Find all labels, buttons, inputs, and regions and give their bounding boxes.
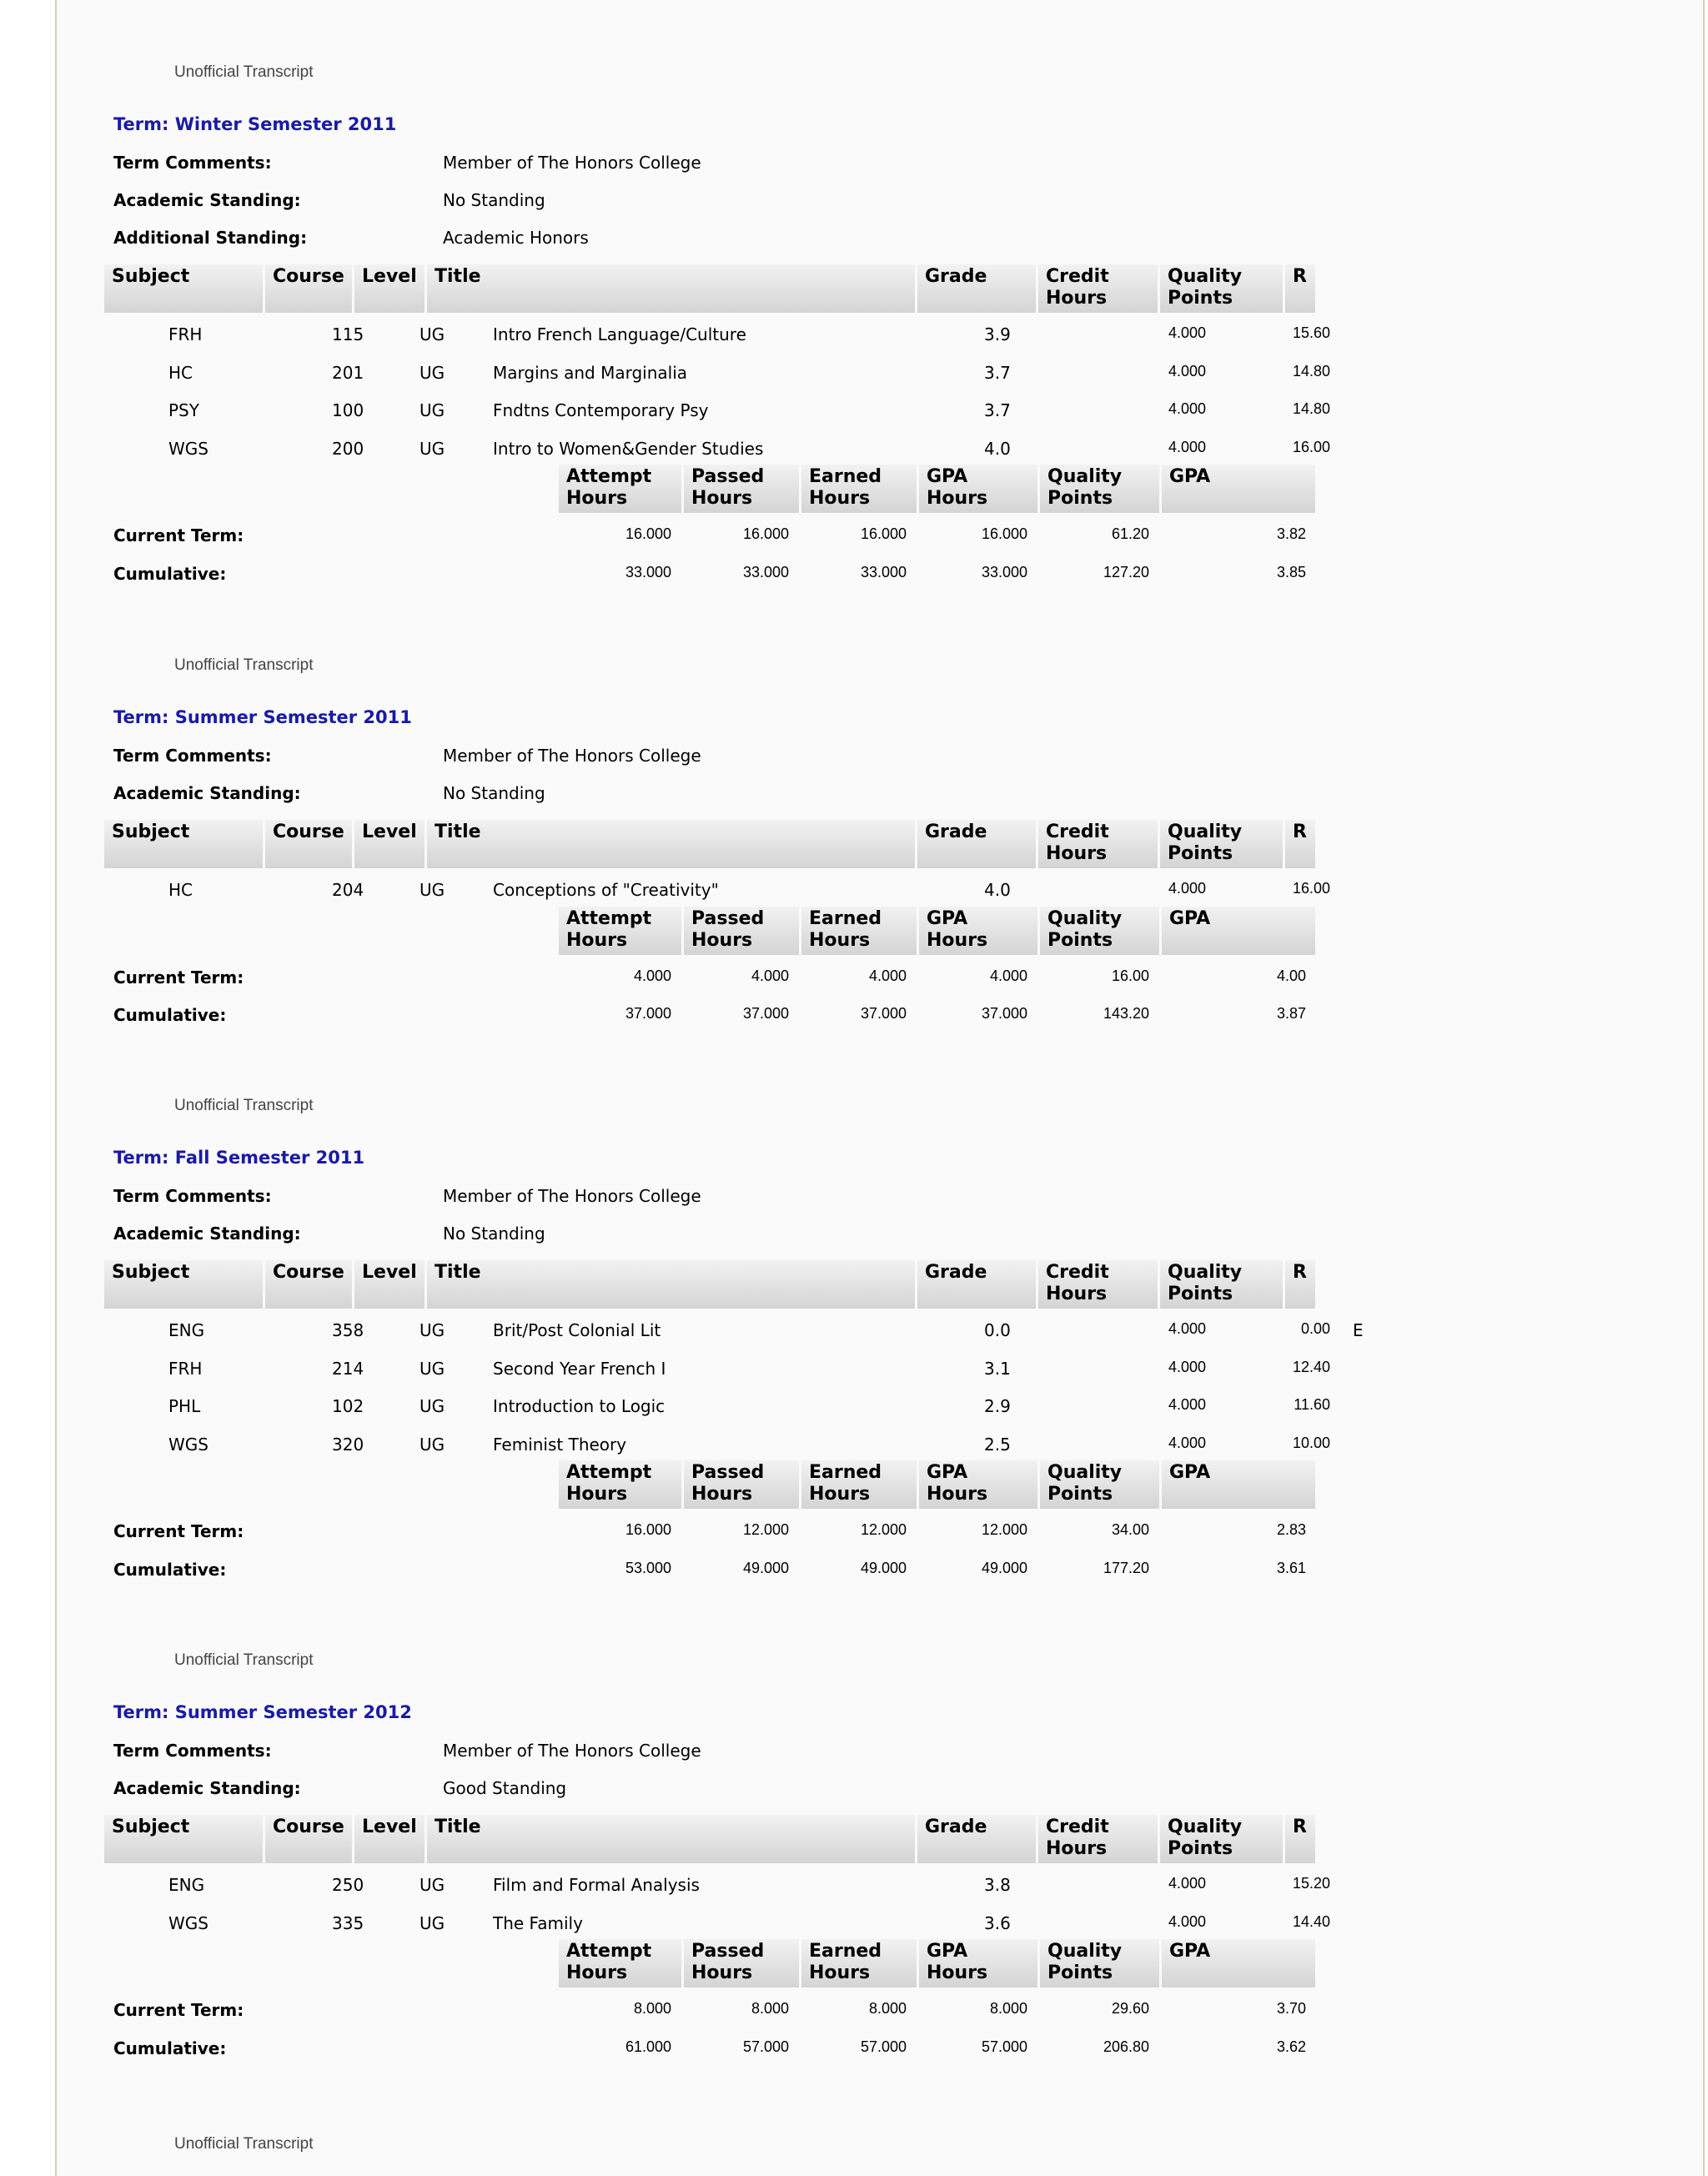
course-level: UG: [419, 1396, 445, 1416]
course-quality-points: 16.00: [1292, 438, 1330, 455]
academic-standing-value: No Standing: [443, 1224, 545, 1244]
summary-header-qp: [1040, 1939, 1159, 1988]
course-header-quality-line2: Points: [1168, 288, 1233, 309]
course-credit-hours: 4.000: [1168, 1875, 1206, 1892]
course-header-quality-line2: Points: [1168, 1838, 1233, 1859]
summary-header-qp-line1: Quality: [1047, 907, 1123, 929]
course-row: [57, 880, 1703, 905]
current-term-gpa: 3.82: [1276, 525, 1306, 542]
current-term-quality-points: 29.60: [1111, 2000, 1149, 2017]
course-credit-hours: 4.000: [1168, 1434, 1206, 1451]
cumulative-label: Cumulative:: [113, 1559, 227, 1580]
term-section: [57, 1033, 1703, 1587]
course-grade: 2.9: [984, 1396, 1011, 1416]
cumulative-passed: 37.000: [742, 1005, 789, 1022]
summary-header-qp-line1: Quality: [1047, 466, 1123, 487]
course-subject: PHL: [168, 1396, 201, 1416]
summary-header-gpa: GPA: [1162, 1939, 1315, 1988]
current-term-attempt: 8.000: [633, 2000, 671, 2017]
course-grade: 3.1: [984, 1358, 1011, 1379]
current-term-earned: 16.000: [860, 525, 907, 542]
cumulative-gpa: 3.87: [1276, 1005, 1306, 1022]
course-header-course: Course: [265, 820, 352, 868]
summary-header-attempt: [559, 1460, 681, 1509]
summary-header-qp: [1040, 1460, 1159, 1509]
course-level: UG: [419, 400, 445, 420]
course-header-quality: [1160, 820, 1283, 868]
current-term-earned: 12.000: [860, 1521, 907, 1538]
course-level: UG: [419, 1320, 445, 1340]
summary-header-earned-line2: Hours: [809, 1962, 871, 1983]
cumulative-quality-points: 177.20: [1103, 1559, 1149, 1576]
course-credit-hours: 4.000: [1168, 400, 1206, 417]
current-term-gpa: 3.70: [1276, 2000, 1306, 2017]
summary-header-earned-line1: Earned: [809, 1941, 882, 1962]
course-header-course: Course: [265, 1815, 352, 1863]
course-quality-points: 16.00: [1292, 880, 1330, 897]
course-subject: WGS: [168, 438, 208, 459]
course-title: Film and Formal Analysis: [493, 1875, 700, 1895]
course-header-level: Level: [354, 1815, 424, 1863]
summary-header-gpa: GPA: [1162, 907, 1315, 955]
course-header-quality-line1: Quality: [1168, 822, 1243, 842]
academic-standing-label: Academic Standing:: [113, 783, 301, 803]
course-header-r: R: [1285, 264, 1315, 313]
course-course: 358: [332, 1320, 364, 1340]
course-quality-points: 12.40: [1292, 1358, 1330, 1375]
unofficial-transcript-header: Unofficial Transcript: [174, 2135, 314, 2153]
term-section: [57, 1588, 1703, 2142]
term-title: Term: Fall Semester 2011: [113, 1148, 365, 1168]
summary-header-qp-line1: Quality: [1047, 1462, 1123, 1483]
current-term-row: [57, 1521, 1703, 1546]
summary-header-attempt-line1: Attempt: [566, 466, 652, 487]
current-term-row: [57, 967, 1703, 993]
course-grade: 2.5: [984, 1434, 1011, 1455]
summary-header-gpahrs-line2: Hours: [927, 1962, 988, 1983]
summary-header-qp-line2: Points: [1047, 929, 1113, 951]
course-grade: 3.8: [984, 1875, 1011, 1895]
course-quality-points: 14.80: [1292, 400, 1330, 417]
summary-header-attempt: [559, 1939, 681, 1988]
course-title: Fndtns Contemporary Psy: [493, 400, 709, 420]
summary-header-gpahrs: [919, 1939, 1037, 1988]
cumulative-earned: 49.000: [860, 1559, 907, 1576]
course-course: 200: [332, 438, 364, 459]
course-header-credit: [1038, 264, 1158, 313]
summary-header-gpahrs-line1: GPA: [927, 907, 968, 929]
cumulative-passed: 49.000: [742, 1559, 789, 1576]
summary-header-passed-line2: Hours: [691, 488, 753, 509]
term-comments-label: Term Comments:: [113, 153, 272, 173]
course-course: 100: [332, 400, 364, 420]
unofficial-transcript-header: Unofficial Transcript: [174, 1651, 314, 1669]
current-term-row: [57, 525, 1703, 550]
course-row: [57, 1913, 1703, 1938]
course-row: [57, 1435, 1703, 1460]
summary-header-gpahrs-line1: GPA: [927, 1941, 968, 1962]
course-title: Second Year French I: [493, 1358, 666, 1379]
summary-header-passed-line1: Passed: [691, 1462, 765, 1483]
course-header-level: Level: [354, 1260, 424, 1309]
course-title: Conceptions of "Creativity": [493, 880, 719, 900]
cumulative-gpa: 3.62: [1276, 2038, 1306, 2055]
cumulative-passed: 33.000: [742, 563, 789, 580]
summary-header-attempt: [559, 907, 681, 955]
course-subject: WGS: [168, 1434, 208, 1455]
course-grade: 3.7: [984, 362, 1011, 383]
course-row: [57, 324, 1703, 349]
course-credit-hours: 4.000: [1168, 880, 1206, 897]
summary-header-gpa: GPA: [1162, 1460, 1315, 1509]
cumulative-row: [57, 564, 1703, 589]
course-level: UG: [419, 362, 445, 383]
summary-header-gpahrs-line1: GPA: [927, 1462, 968, 1483]
cumulative-gpa-hours: 33.000: [981, 563, 1027, 580]
current-term-gpa-hours: 16.000: [981, 525, 1027, 542]
course-header-credit-line2: Hours: [1046, 288, 1108, 309]
course-header-quality: [1160, 1260, 1283, 1309]
course-credit-hours: 4.000: [1168, 438, 1206, 455]
course-row: [57, 400, 1703, 425]
current-term-quality-points: 16.00: [1111, 967, 1149, 984]
summary-header-passed: [684, 1939, 799, 1988]
cumulative-label: Cumulative:: [113, 2038, 227, 2058]
unofficial-transcript-header: Unofficial Transcript: [174, 1097, 314, 1114]
course-subject: HC: [168, 880, 193, 900]
course-title: Intro to Women&Gender Studies: [493, 438, 764, 459]
term-title: Term: Summer Semester 2011: [113, 707, 412, 727]
course-header-r: R: [1285, 1815, 1315, 1863]
cumulative-attempt: 33.000: [625, 563, 671, 580]
course-header-subject: Subject: [104, 1815, 263, 1863]
course-course: 214: [332, 1358, 364, 1379]
summary-header-attempt-line2: Hours: [566, 488, 628, 509]
current-term-label: Current Term:: [113, 2000, 244, 2020]
summary-header-gpahrs-line2: Hours: [927, 929, 988, 951]
course-quality-points: 15.60: [1292, 324, 1330, 341]
summary-header-qp: [1040, 465, 1159, 513]
summary-header-earned-line2: Hours: [809, 929, 871, 951]
academic-standing-value: No Standing: [443, 783, 545, 803]
course-grade: 4.0: [984, 438, 1011, 459]
course-quality-points: 0.00: [1300, 1320, 1330, 1337]
cumulative-quality-points: 206.80: [1103, 2038, 1149, 2055]
course-title: The Family: [493, 1912, 583, 1933]
course-row: [57, 1320, 1703, 1345]
summary-header-attempt-line1: Attempt: [566, 907, 652, 929]
summary-header-earned-line2: Hours: [809, 488, 871, 509]
term-comments-label: Term Comments:: [113, 1186, 272, 1206]
summary-header-earned-line1: Earned: [809, 1462, 882, 1483]
course-credit-hours: 4.000: [1168, 324, 1206, 341]
cumulative-quality-points: 143.20: [1103, 1005, 1149, 1022]
course-credit-hours: 4.000: [1168, 1396, 1206, 1413]
course-header-title: Title: [427, 264, 915, 313]
course-header-quality-line2: Points: [1168, 1284, 1233, 1304]
cumulative-gpa: 3.85: [1276, 563, 1306, 580]
course-header-level: Level: [354, 264, 424, 313]
current-term-label: Current Term:: [113, 967, 244, 987]
current-term-label: Current Term:: [113, 1521, 244, 1541]
course-header-grade: Grade: [917, 1260, 1036, 1309]
course-grade: 4.0: [984, 880, 1011, 900]
course-level: UG: [419, 880, 445, 900]
course-header-credit-line1: Credit: [1046, 1262, 1109, 1283]
transcript-page: [55, 0, 1705, 2176]
summary-header-passed-line1: Passed: [691, 907, 765, 929]
course-title: Brit/Post Colonial Lit: [493, 1320, 661, 1340]
summary-header-qp-line2: Points: [1047, 1962, 1113, 1983]
course-row: [57, 1875, 1703, 1900]
term-comments-value: Member of The Honors College: [443, 1741, 701, 1761]
cumulative-attempt: 61.000: [625, 2038, 671, 2055]
course-header-subject: Subject: [104, 264, 263, 313]
course-header-grade: Grade: [917, 820, 1036, 868]
current-term-quality-points: 61.20: [1111, 525, 1149, 542]
term-comments-value: Member of The Honors College: [443, 746, 701, 766]
course-course: 115: [332, 324, 364, 344]
current-term-label: Current Term:: [113, 525, 244, 545]
current-term-gpa: 2.83: [1276, 1521, 1306, 1538]
current-term-row: [57, 2000, 1703, 2025]
academic-standing-value: No Standing: [443, 190, 545, 210]
summary-header-earned-line1: Earned: [809, 466, 882, 487]
summary-header-gpahrs-line2: Hours: [927, 488, 988, 509]
course-credit-hours: 4.000: [1168, 362, 1206, 379]
current-term-gpa-hours: 4.000: [989, 967, 1027, 984]
course-header-quality-line1: Quality: [1168, 1817, 1243, 1837]
course-level: UG: [419, 1912, 445, 1933]
course-title: Introduction to Logic: [493, 1396, 666, 1416]
course-course: 204: [332, 880, 364, 900]
current-term-earned: 4.000: [868, 967, 907, 984]
course-subject: PSY: [168, 400, 199, 420]
course-row: [57, 363, 1703, 388]
current-term-quality-points: 34.00: [1111, 1521, 1149, 1538]
summary-header-passed: [684, 1460, 799, 1509]
cumulative-gpa: 3.61: [1276, 1559, 1306, 1576]
course-credit-hours: 4.000: [1168, 1358, 1206, 1375]
course-header-credit: [1038, 1260, 1158, 1309]
summary-header-passed-line2: Hours: [691, 1962, 753, 1983]
course-row: [57, 1396, 1703, 1421]
summary-header-attempt-line1: Attempt: [566, 1941, 652, 1962]
course-quality-points: 14.40: [1292, 1912, 1330, 1930]
course-header-grade: Grade: [917, 264, 1036, 313]
summary-header-gpahrs-line1: GPA: [927, 466, 968, 487]
cumulative-row: [57, 1005, 1703, 1030]
summary-header-earned: [801, 907, 917, 955]
course-quality-points: 15.20: [1292, 1875, 1330, 1892]
course-level: UG: [419, 438, 445, 459]
course-header-credit: [1038, 1815, 1158, 1863]
course-header-title: Title: [427, 1260, 915, 1309]
course-header-title: Title: [427, 820, 915, 868]
summary-header-passed-line1: Passed: [691, 1941, 765, 1962]
summary-header-earned-line1: Earned: [809, 907, 882, 929]
summary-header-attempt: [559, 465, 681, 513]
summary-header-gpahrs: [919, 465, 1037, 513]
course-header-credit: [1038, 820, 1158, 868]
course-course: 320: [332, 1434, 364, 1455]
term-section: [57, 0, 1703, 584]
course-header-credit-line1: Credit: [1046, 1817, 1109, 1837]
cumulative-earned: 33.000: [860, 563, 907, 580]
course-header-r: R: [1285, 1260, 1315, 1309]
course-quality-points: 14.80: [1292, 362, 1330, 379]
current-term-attempt: 16.000: [625, 525, 671, 542]
academic-standing-label: Academic Standing:: [113, 1778, 301, 1798]
course-r-flag: E: [1353, 1320, 1364, 1340]
course-subject: WGS: [168, 1912, 208, 1933]
current-term-attempt: 4.000: [633, 967, 671, 984]
cumulative-earned: 37.000: [860, 1005, 907, 1022]
term-title: Term: Summer Semester 2012: [113, 1702, 412, 1722]
course-quality-points: 11.60: [1294, 1396, 1330, 1413]
course-subject: ENG: [168, 1875, 205, 1895]
cumulative-row: [57, 2038, 1703, 2063]
academic-standing-value: Good Standing: [443, 1778, 567, 1798]
course-level: UG: [419, 324, 445, 344]
current-term-attempt: 16.000: [625, 1521, 671, 1538]
course-header-r: R: [1285, 820, 1315, 868]
summary-header-gpahrs: [919, 907, 1037, 955]
summary-header-qp-line2: Points: [1047, 1484, 1113, 1505]
course-header-subject: Subject: [104, 1260, 263, 1309]
course-course: 335: [332, 1912, 364, 1933]
cumulative-attempt: 53.000: [625, 1559, 671, 1576]
summary-header-earned: [801, 1939, 917, 1988]
course-header-grade: Grade: [917, 1815, 1036, 1863]
course-grade: 3.7: [984, 400, 1011, 420]
summary-header-passed-line1: Passed: [691, 466, 765, 487]
current-term-passed: 12.000: [742, 1521, 789, 1538]
summary-header-qp-line1: Quality: [1047, 1941, 1123, 1962]
course-header-quality: [1160, 264, 1283, 313]
additional-standing-value: Academic Honors: [443, 228, 589, 248]
cumulative-attempt: 37.000: [625, 1005, 671, 1022]
course-grade: 3.9: [984, 324, 1011, 344]
summary-header-gpahrs-line2: Hours: [927, 1484, 988, 1505]
term-title: Term: Winter Semester 2011: [113, 114, 397, 134]
course-title: Intro French Language/Culture: [493, 324, 746, 344]
course-title: Feminist Theory: [493, 1434, 627, 1455]
course-grade: 3.6: [984, 1912, 1011, 1933]
course-header-credit-line2: Hours: [1046, 1838, 1108, 1859]
summary-header-attempt-line2: Hours: [566, 1962, 628, 1983]
academic-standing-label: Academic Standing:: [113, 190, 301, 210]
summary-header-passed-line2: Hours: [691, 1484, 753, 1505]
course-level: UG: [419, 1358, 445, 1379]
summary-header-earned: [801, 465, 917, 513]
summary-header-attempt-line1: Attempt: [566, 1462, 652, 1483]
course-row: [57, 439, 1703, 464]
course-subject: FRH: [168, 1358, 203, 1379]
summary-header-attempt-line2: Hours: [566, 1484, 628, 1505]
cumulative-gpa-hours: 49.000: [981, 1559, 1027, 1576]
course-header-credit-line2: Hours: [1046, 1284, 1108, 1304]
academic-standing-label: Academic Standing:: [113, 1224, 301, 1244]
term-comments-label: Term Comments:: [113, 1741, 272, 1761]
course-title: Margins and Marginalia: [493, 362, 688, 383]
course-header-credit-line2: Hours: [1046, 843, 1108, 864]
summary-header-gpahrs: [919, 1460, 1037, 1509]
course-header-quality-line1: Quality: [1168, 266, 1243, 287]
summary-header-attempt-line2: Hours: [566, 929, 628, 951]
summary-header-gpa: GPA: [1162, 465, 1315, 513]
current-term-passed: 16.000: [742, 525, 789, 542]
course-subject: HC: [168, 362, 193, 383]
course-course: 102: [332, 1396, 364, 1416]
course-header-course: Course: [265, 264, 352, 313]
course-header-course: Course: [265, 1260, 352, 1309]
course-subject: ENG: [168, 1320, 205, 1340]
course-credit-hours: 4.000: [1168, 1320, 1206, 1337]
summary-header-passed: [684, 465, 799, 513]
unofficial-transcript-header: Unofficial Transcript: [174, 63, 314, 81]
course-level: UG: [419, 1434, 445, 1455]
course-grade: 0.0: [984, 1320, 1011, 1340]
course-header-level: Level: [354, 820, 424, 868]
course-header-quality: [1160, 1815, 1283, 1863]
term-comments-label: Term Comments:: [113, 746, 272, 766]
summary-header-earned-line2: Hours: [809, 1484, 871, 1505]
course-level: UG: [419, 1875, 445, 1895]
cumulative-passed: 57.000: [742, 2038, 789, 2055]
summary-header-qp: [1040, 907, 1159, 955]
summary-header-passed: [684, 907, 799, 955]
summary-header-passed-line2: Hours: [691, 929, 753, 951]
current-term-gpa: 4.00: [1276, 967, 1306, 984]
current-term-passed: 8.000: [751, 2000, 789, 2017]
course-header-subject: Subject: [104, 820, 263, 868]
current-term-gpa-hours: 8.000: [989, 2000, 1027, 2017]
cumulative-gpa-hours: 37.000: [981, 1005, 1027, 1022]
course-header-quality-line2: Points: [1168, 843, 1233, 864]
course-header-quality-line1: Quality: [1168, 1262, 1243, 1283]
current-term-gpa-hours: 12.000: [981, 1521, 1027, 1538]
cumulative-quality-points: 127.20: [1103, 563, 1149, 580]
term-comments-value: Member of The Honors College: [443, 1186, 701, 1206]
current-term-earned: 8.000: [868, 2000, 907, 2017]
course-quality-points: 10.00: [1292, 1434, 1330, 1451]
summary-header-qp-line2: Points: [1047, 488, 1113, 509]
course-course: 201: [332, 362, 364, 383]
cumulative-earned: 57.000: [860, 2038, 907, 2055]
course-header-title: Title: [427, 1815, 915, 1863]
course-subject: FRH: [168, 324, 203, 344]
cumulative-label: Cumulative:: [113, 563, 227, 584]
course-credit-hours: 4.000: [1168, 1912, 1206, 1930]
course-row: [57, 1359, 1703, 1384]
course-header-credit-line1: Credit: [1046, 822, 1109, 842]
unofficial-transcript-header: Unofficial Transcript: [174, 656, 314, 674]
cumulative-gpa-hours: 57.000: [981, 2038, 1027, 2055]
term-comments-value: Member of The Honors College: [443, 153, 701, 173]
course-course: 250: [332, 1875, 364, 1895]
summary-header-earned: [801, 1460, 917, 1509]
course-header-credit-line1: Credit: [1046, 266, 1109, 287]
cumulative-row: [57, 1560, 1703, 1585]
current-term-passed: 4.000: [751, 967, 789, 984]
additional-standing-label: Additional Standing:: [113, 228, 308, 248]
cumulative-label: Cumulative:: [113, 1005, 227, 1025]
